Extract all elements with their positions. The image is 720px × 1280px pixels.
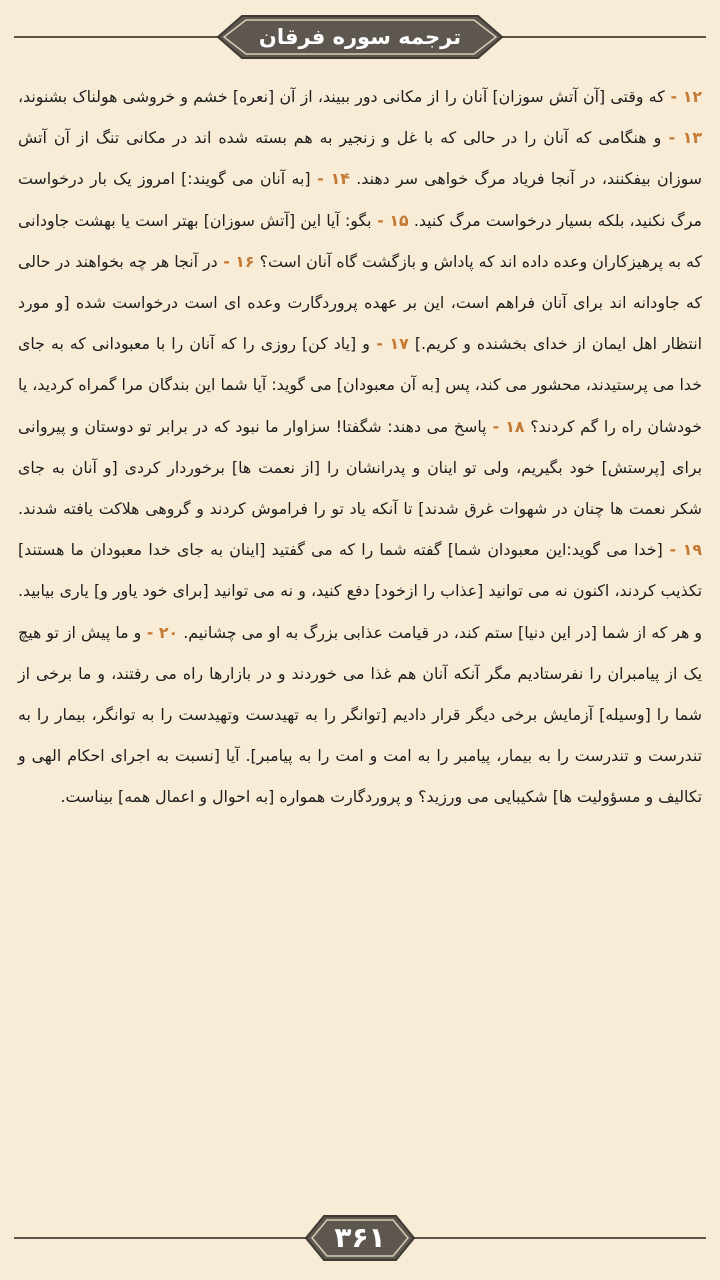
verse-number: ۱۲ [682, 87, 703, 106]
verse-number: ۱۶ [235, 251, 255, 271]
verse-17: ۱۷ - و [یاد کن] روزی را که آنان را با معبودانی که به جای خدا می پرستیدند، محشور می کند، پس [به آن معبودان] می گوید: آیا شما این بندگان مرا گمراه کردید، یا خودشان راه را گم کردند؟ [18, 334, 702, 436]
verse-number: ۱۸ [505, 416, 525, 436]
verse-16: ۱۶ - در آنجا هر چه بخواهند در حالی که جاودانه اند برای آنان فراهم است، این بر عهده پروردگارت وعده ای است درخواست شده [و مورد انتظار اهل ایمان از خدای بخشنده و کریم.] [18, 251, 702, 354]
verse-number: ۱۴ [330, 169, 350, 189]
page-number-banner [304, 1214, 416, 1262]
verse-number: ۱۷ [389, 334, 409, 354]
verse-number: ۱۹ [682, 540, 702, 560]
page-number: ۳۶۱ [334, 1221, 386, 1254]
verse-text: و هنگامی که آنان را در حالی که با غل و زنجیر به هم بسته شده اند در مکانی تنگ از آن آتش سوزان بیفکنند، در آنجا فریاد مرگ خواهی سر دهند. [18, 128, 702, 189]
page-header [0, 0, 720, 80]
verse-13: ۱۳ - و هنگامی که آنان را در حالی که با غل و زنجیر به هم بسته شده اند در مکانی تنگ از آن آتش سوزان بیفکنند، در آنجا فریاد مرگ خواهی سر دهند. [18, 128, 702, 189]
page-footer [0, 1214, 720, 1264]
verse-text: پاسخ می دهند: شگفتا! سزاوار ما نبود که در برابر تو دوستان و پیروانی برای [پرستش] خود بگیریم، ولی تو اینان و پدرانشان را [از نعمت ها] برخوردار کردی [و آنان به جای شکر نعمت ها چنان در شهوات غرق شدند] تا آنکه یاد تو را فراموش کردند و گروهی هلاکت یافته شدند. [18, 416, 702, 519]
verse-number: ۱۵ [389, 210, 409, 230]
verse-text: بگو: آیا این [آتش سوزان] بهتر است یا بهشت جاودانی که به پرهیزکاران وعده داده اند که پاداش و بازگشت گاه آنان است؟ [18, 210, 702, 271]
title-banner [216, 14, 504, 60]
verse-18: ۱۸ - پاسخ می دهند: شگفتا! سزاوار ما نبود که در برابر تو دوستان و پیروانی برای [پرستش] خود بگیریم، ولی تو اینان و پدرانشان را [از نعمت ها] برخوردار کردی [و آنان به جای شکر نعمت ها چنان در شهوات غرق شدند] تا آنکه یاد تو را فراموش کردند و گروهی هلاکت یافته شدند. [18, 416, 702, 519]
verse-15: ۱۵ - بگو: آیا این [آتش سوزان] بهتر است یا بهشت جاودانی که به پرهیزکاران وعده داده اند که پاداش و بازگشت گاه آنان است؟ [18, 210, 702, 271]
surah-title: ترجمه سوره فرقان [258, 25, 462, 49]
verse-number: ۱۳ [682, 128, 702, 148]
verse-text: و ما پیش از تو هیچ یک از پیامبران را نفرستادیم مگر آنکه آنان هم غذا می خوردند و در بازارها راه می رفتند، و ما برخی از شما را [وسیله] آزمایش برخی دیگر قرار دادیم [توانگر را به تهیدست وتهیدست را به توانگر، بیمار را به تندرست و تندرست را به بیمار، پیامبر را به امت و امت را به پیامبر]. آیا [نسبت به اجرای احکام الهی و تکالیف و مسؤولیت ها] شکیبایی می ورزید؟ و پروردگارت همواره [به احوال و اعمال همه] بیناست. [18, 622, 702, 807]
verse-text: و [یاد کن] روزی را که آنان را با معبودانی که به جای خدا می پرستیدند، محشور می کند، پس [به آن معبودان] می گوید: آیا شما این بندگان مرا گمراه کردید، یا خودشان راه را گم کردند؟ [18, 334, 702, 436]
verse-20: ۲۰ - و ما پیش از تو هیچ یک از پیامبران را نفرستادیم مگر آنکه آنان هم غذا می خوردند و در بازارها راه می رفتند، و ما برخی از شما را [وسیله] آزمایش برخی دیگر قرار دادیم [توانگر را به تهیدست وتهیدست را به توانگر، بیمار را به تندرست و تندرست را به بیمار، پیامبر را به امت و امت را به پیامبر]. آیا [نسبت به اجرای احکام الهی و تکالیف و مسؤولیت ها] شکیبایی می ورزید؟ و پروردگارت همواره [به احوال و اعمال همه] بیناست. [18, 622, 702, 807]
verse-text: [به آنان می گویند:] امروز یک بار درخواست مرگ نکنید، بلکه بسیار درخواست مرگ کنید. [18, 169, 703, 230]
translation-text [18, 76, 702, 1176]
verse-text: در آنجا هر چه بخواهند در حالی که جاودانه اند برای آنان فراهم است، این بر عهده پروردگارت وعده ای است درخواست شده [و مورد انتظار اهل ایمان از خدای بخشنده و کریم.] [18, 251, 702, 354]
verse-text: [خدا می گوید:این معبودان شما] گفته شما را که می گفتید [اینان به جای خدا معبودان ما هستند] تکذیب کردند، اکنون نه می توانید [عذاب را ازخود] دفع کنید، و نه می توانید [برای خود یاور و] یاری بیابید. و هر که از شما [در این دنیا] ستم کند، در قیامت عذابی بزرگ به او می چشانیم. [18, 540, 702, 642]
verse-14: ۱۴ - [به آنان می گویند:] امروز یک بار درخواست مرگ نکنید، بلکه بسیار درخواست مرگ کنید. [18, 169, 703, 230]
verse-number: ۲۰ [158, 622, 179, 642]
verse-19: ۱۹ - [خدا می گوید:این معبودان شما] گفته شما را که می گفتید [اینان به جای خدا معبودان ما هستند] تکذیب کردند، اکنون نه می توانید [عذاب را ازخود] دفع کنید، و نه می توانید [برای خود یاور و] یاری بیابید. و هر که از شما [در این دنیا] ستم کند، در قیامت عذابی بزرگ به او می چشانیم. [18, 540, 702, 642]
verse-text: که وقتی [آن آتش سوزان] آنان را از مکانی دور ببیند، از آن [نعره] خشم و خروشی هولناک بشنوند، [18, 87, 665, 106]
verse-12: ۱۲ - که وقتی [آن آتش سوزان] آنان را از مکانی دور ببیند، از آن [نعره] خشم و خروشی هولناک بشنوند، [18, 87, 703, 106]
